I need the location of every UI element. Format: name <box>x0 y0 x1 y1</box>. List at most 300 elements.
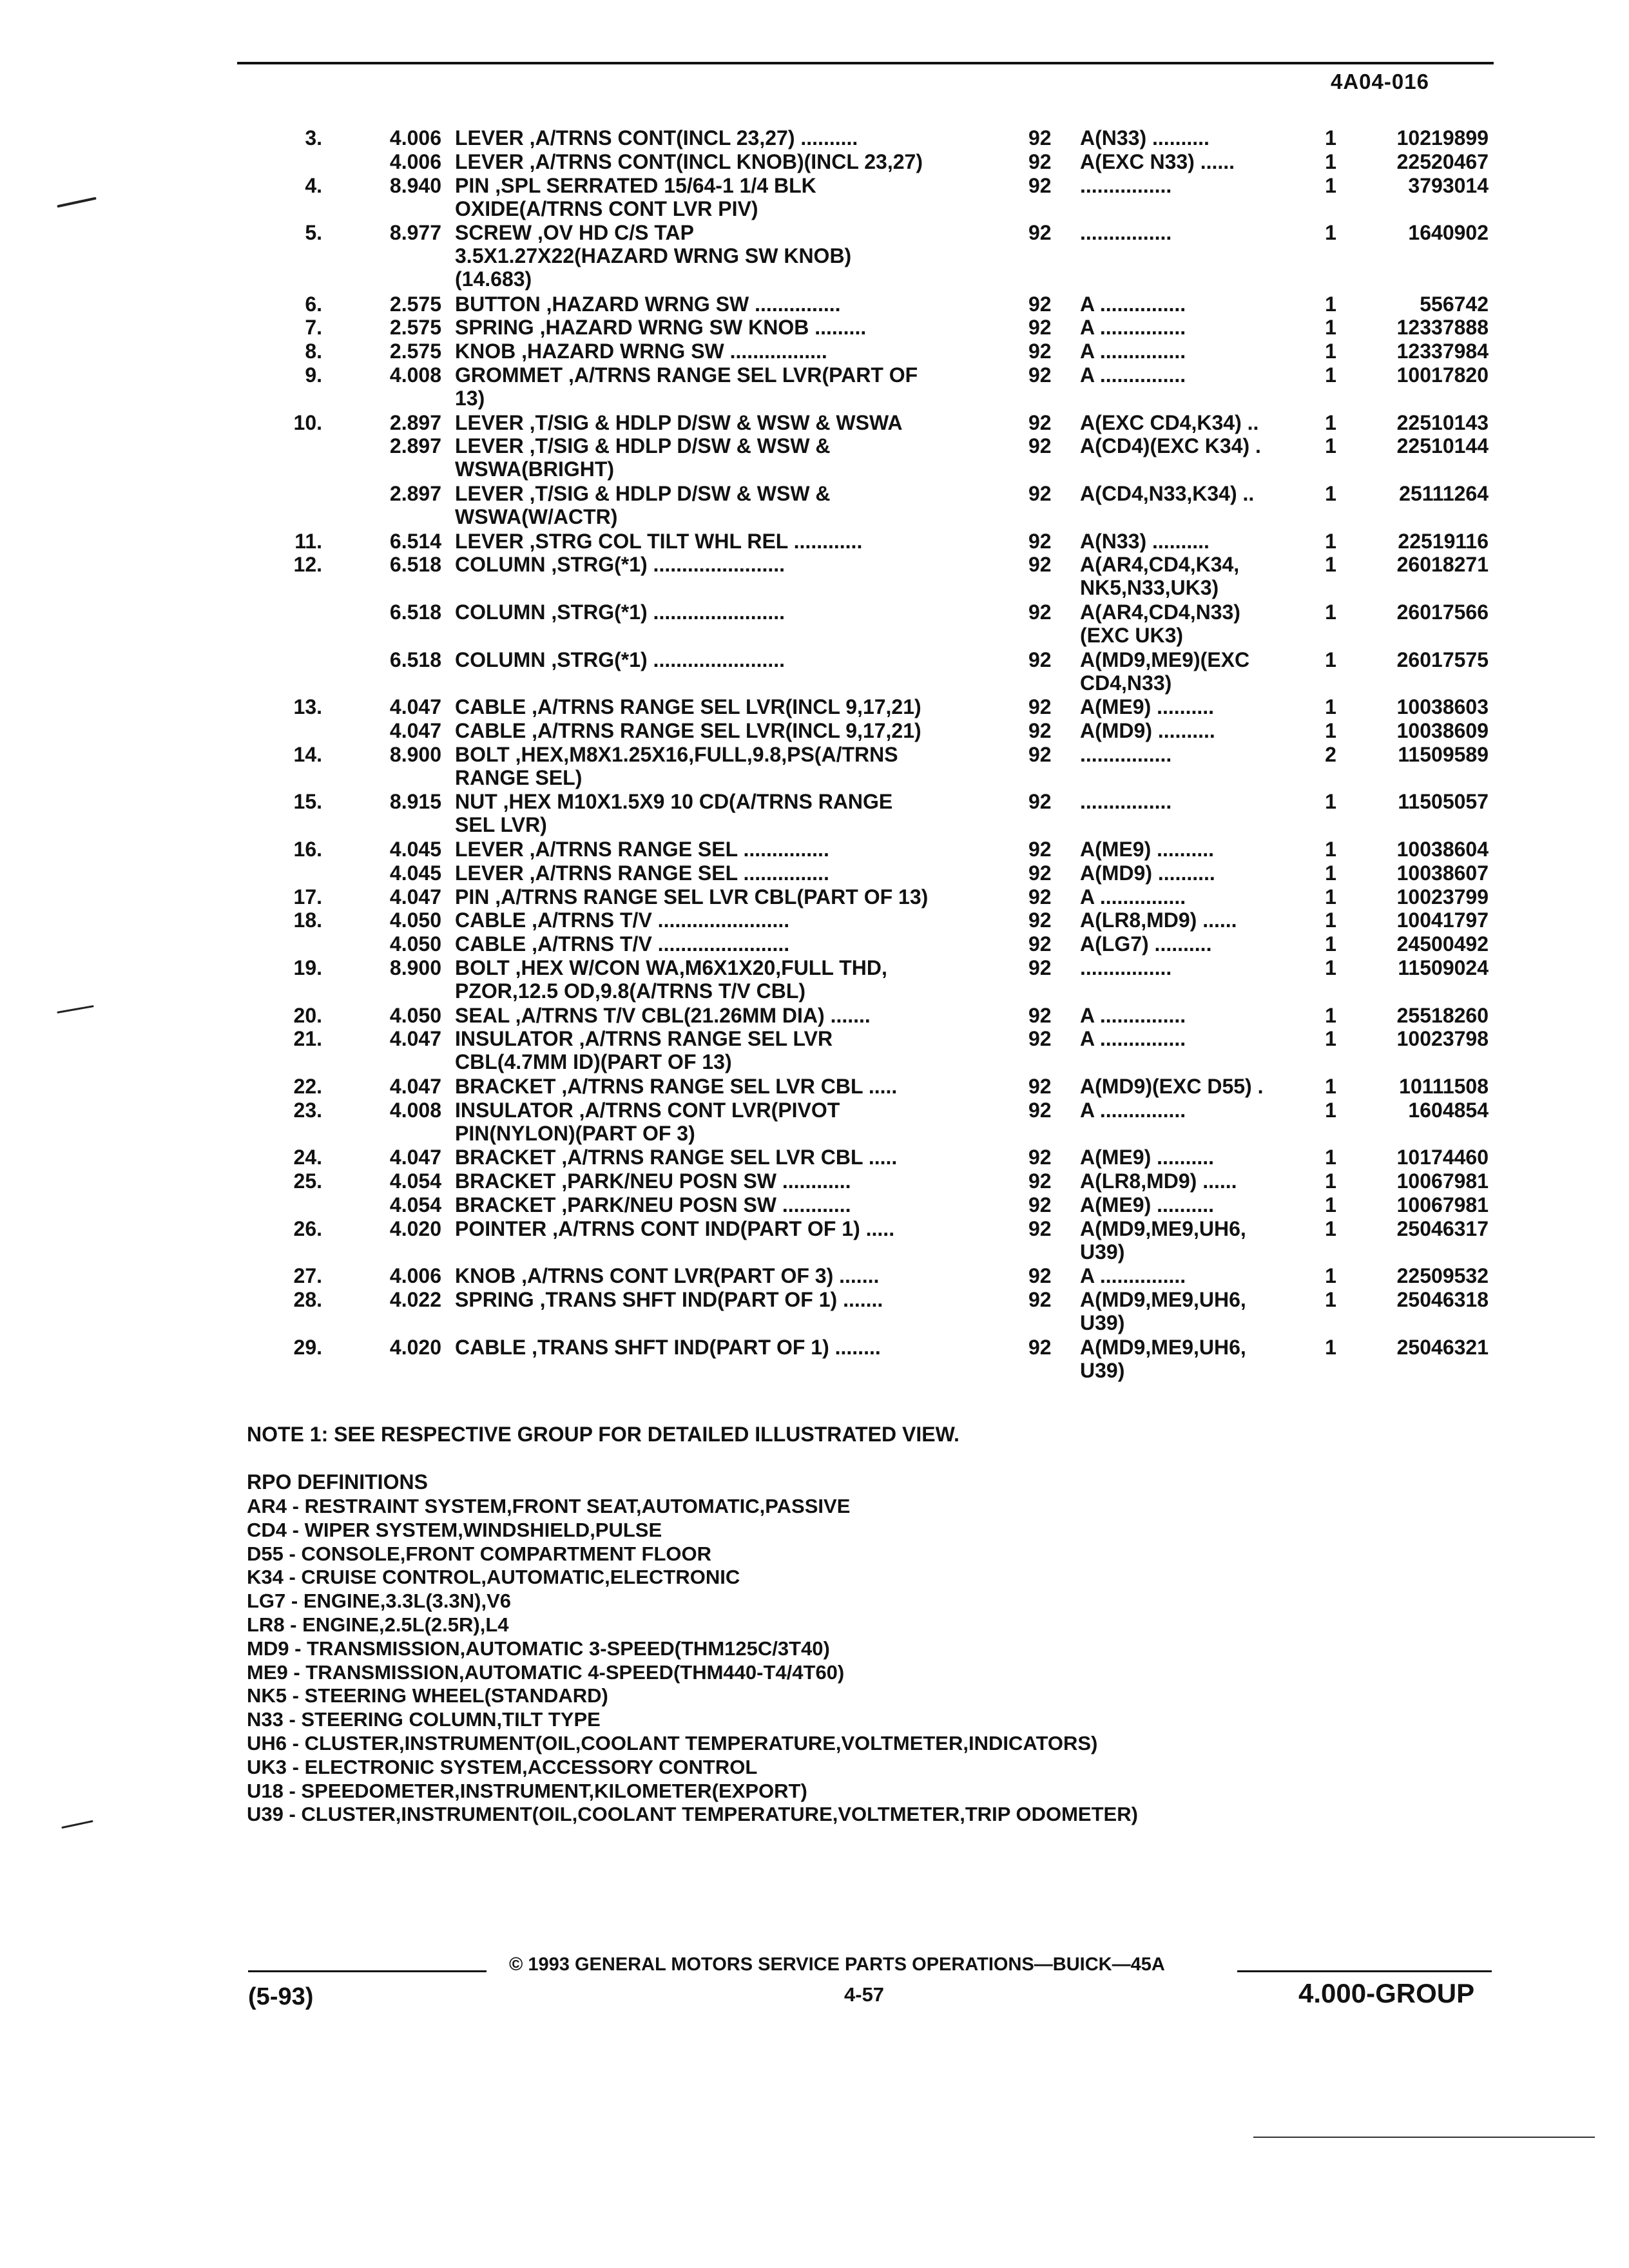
item-number: 7. <box>305 316 322 340</box>
part-number: 10038609 <box>1396 719 1489 742</box>
rpo-definition: LR8 - ENGINE,2.5L(2.5R),L4 <box>247 1613 509 1636</box>
description-line: COLUMN ,STRG(*1) ....................... <box>455 648 786 671</box>
model-year: 92 <box>1028 742 1052 766</box>
part-description <box>455 743 970 789</box>
description-line: BRACKET ,A/TRNS RANGE SEL LVR CBL ..... <box>455 1075 898 1098</box>
rpo-definition: N33 - STEERING COLUMN,TILT TYPE <box>247 1708 601 1731</box>
application-line: A ............... <box>1080 1264 1186 1288</box>
item-number: 6. <box>305 292 322 316</box>
margin-mark <box>57 1005 94 1014</box>
application-line: A ............... <box>1080 885 1186 908</box>
part-number: 10067981 <box>1396 1193 1489 1216</box>
group-number: 2.897 <box>389 434 441 458</box>
application-line: A(MD9) .......... <box>1080 719 1215 742</box>
quantity: 1 <box>1325 529 1336 553</box>
description-line: 3.5X1.27X22(HAZARD WRNG SW KNOB) <box>455 244 852 268</box>
application <box>1080 648 1306 695</box>
item-number: 19. <box>293 956 322 979</box>
model-year: 92 <box>1028 861 1052 885</box>
part-number: 22510144 <box>1396 434 1489 458</box>
part-number: 3793014 <box>1408 173 1489 197</box>
application-line: A(ME9) .......... <box>1080 1146 1215 1169</box>
model-year: 92 <box>1028 1098 1052 1122</box>
application-line: A(MD9) .......... <box>1080 861 1215 885</box>
group-number: 4.047 <box>389 1027 441 1051</box>
application <box>1080 530 1306 553</box>
part-description <box>455 434 970 481</box>
application-line: U39) <box>1080 1240 1125 1264</box>
application <box>1080 150 1306 173</box>
description-line: CABLE ,A/TRNS T/V ....................... <box>455 932 790 956</box>
part-number: 22520467 <box>1396 149 1489 173</box>
description-line: CABLE ,TRANS SHFT IND(PART OF 1) ........ <box>455 1335 881 1359</box>
group-number: 4.050 <box>389 908 441 932</box>
quantity: 1 <box>1325 790 1336 814</box>
part-number: 10067981 <box>1396 1169 1489 1193</box>
application-line: A(LG7) .......... <box>1080 932 1212 956</box>
part-description <box>455 648 970 671</box>
footer-copyright: © 1993 GENERAL MOTORS SERVICE PARTS OPERATIONS—BUICK—45A <box>509 1954 1165 1975</box>
group-number: 4.006 <box>389 149 441 173</box>
group-number: 8.915 <box>389 790 441 814</box>
item-number: 12. <box>293 553 322 577</box>
quantity: 1 <box>1325 482 1336 505</box>
part-description <box>455 1217 970 1240</box>
description-line: PIN ,SPL SERRATED 15/64-1 1/4 BLK <box>455 173 816 197</box>
part-number: 10023798 <box>1396 1027 1489 1051</box>
part-description <box>455 719 970 742</box>
part-description <box>455 790 970 836</box>
footer-group: 4.000-GROUP <box>1298 1978 1475 2008</box>
application <box>1080 1027 1306 1050</box>
part-number: 25046317 <box>1396 1216 1489 1240</box>
part-number: 22509532 <box>1396 1264 1489 1288</box>
group-number: 2.575 <box>389 316 441 340</box>
description-line: PIN ,A/TRNS RANGE SEL LVR CBL(PART OF 13) <box>455 885 929 908</box>
quantity: 1 <box>1325 316 1336 340</box>
model-year: 92 <box>1028 1193 1052 1216</box>
part-description <box>455 1099 970 1145</box>
description-line: SPRING ,HAZARD WRNG SW KNOB ......... <box>455 316 867 340</box>
part-description <box>455 1004 970 1027</box>
application-line: (EXC UK3) <box>1080 624 1184 647</box>
application <box>1080 221 1306 244</box>
group-number: 4.047 <box>389 885 441 908</box>
model-year: 92 <box>1028 173 1052 197</box>
model-year: 92 <box>1028 908 1052 932</box>
group-number: 8.900 <box>389 956 441 979</box>
group-number: 8.940 <box>389 173 441 197</box>
description-line: CABLE ,A/TRNS T/V ....................... <box>455 908 790 932</box>
rpo-definition: K34 - CRUISE CONTROL,AUTOMATIC,ELECTRONIC <box>247 1566 740 1589</box>
quantity: 1 <box>1325 410 1336 434</box>
part-description <box>455 1288 970 1311</box>
application <box>1080 743 1306 766</box>
group-number: 4.054 <box>389 1169 441 1193</box>
item-number: 24. <box>293 1146 322 1169</box>
part-number: 10017820 <box>1396 363 1489 387</box>
part-description <box>455 363 970 410</box>
model-year: 92 <box>1028 1146 1052 1169</box>
model-year: 92 <box>1028 719 1052 742</box>
part-description <box>455 885 970 908</box>
part-description <box>455 601 970 624</box>
part-description <box>455 530 970 553</box>
model-year: 92 <box>1028 363 1052 387</box>
group-number: 4.054 <box>389 1193 441 1216</box>
group-number: 6.518 <box>389 648 441 671</box>
part-description <box>455 932 970 956</box>
bottom-right-rule <box>1253 2137 1595 2138</box>
item-number: 5. <box>305 221 322 245</box>
application <box>1080 1217 1306 1264</box>
group-number: 4.006 <box>389 126 441 149</box>
part-number: 11509024 <box>1398 956 1489 979</box>
part-description <box>455 174 970 220</box>
application-line: A(ME9) .......... <box>1080 838 1215 861</box>
description-line: BRACKET ,PARK/NEU POSN SW ............ <box>455 1193 851 1216</box>
description-line: SEAL ,A/TRNS T/V CBL(21.26MM DIA) ....... <box>455 1003 871 1027</box>
group-number: 4.008 <box>389 1098 441 1122</box>
application-line: A(EXC CD4,K34) .. <box>1080 410 1259 434</box>
model-year: 92 <box>1028 695 1052 719</box>
part-number: 1604854 <box>1408 1098 1489 1122</box>
application <box>1080 482 1306 505</box>
description-line: NUT ,HEX M10X1.5X9 10 CD(A/TRNS RANGE <box>455 790 893 814</box>
group-number: 4.020 <box>389 1216 441 1240</box>
model-year: 92 <box>1028 1027 1052 1051</box>
rpo-definition: D55 - CONSOLE,FRONT COMPARTMENT FLOOR <box>247 1542 712 1565</box>
application <box>1080 126 1306 149</box>
quantity: 1 <box>1325 1216 1336 1240</box>
part-description <box>455 695 970 718</box>
description-line: BUTTON ,HAZARD WRNG SW ............... <box>455 292 841 316</box>
part-description <box>455 316 970 339</box>
application <box>1080 363 1306 387</box>
quantity: 1 <box>1325 553 1336 577</box>
item-number: 14. <box>293 742 322 766</box>
part-number: 10038607 <box>1396 861 1489 885</box>
quantity: 1 <box>1325 1003 1336 1027</box>
description-line: BOLT ,HEX,M8X1.25X16,FULL,9.8,PS(A/TRNS <box>455 742 898 766</box>
model-year: 92 <box>1028 1075 1052 1098</box>
application-line: ................ <box>1080 173 1172 197</box>
item-number: 27. <box>293 1264 322 1288</box>
group-number: 6.514 <box>389 529 441 553</box>
application-line: A ............... <box>1080 1098 1186 1122</box>
footer-rule-right <box>1237 1970 1492 1972</box>
model-year: 92 <box>1028 553 1052 577</box>
part-number: 24500492 <box>1396 932 1489 956</box>
quantity: 1 <box>1325 1169 1336 1193</box>
application-line: A(CD4)(EXC K34) . <box>1080 434 1261 458</box>
part-description <box>455 861 970 885</box>
application <box>1080 719 1306 742</box>
application-line: A(MD9)(EXC D55) . <box>1080 1075 1264 1098</box>
rpo-definition: NK5 - STEERING WHEEL(STANDARD) <box>247 1684 608 1707</box>
quantity: 1 <box>1325 126 1336 149</box>
quantity: 1 <box>1325 292 1336 316</box>
group-number: 4.045 <box>389 838 441 861</box>
quantity: 1 <box>1325 363 1336 387</box>
item-number: 16. <box>293 838 322 861</box>
application-line: ................ <box>1080 221 1172 245</box>
application <box>1080 695 1306 718</box>
application <box>1080 1146 1306 1169</box>
model-year: 92 <box>1028 790 1052 814</box>
application-line: U39) <box>1080 1311 1125 1335</box>
description-line: COLUMN ,STRG(*1) ....................... <box>455 553 786 577</box>
quantity: 1 <box>1325 221 1336 245</box>
quantity: 2 <box>1325 742 1336 766</box>
model-year: 92 <box>1028 434 1052 458</box>
description-line: 13) <box>455 387 485 410</box>
description-line: SPRING ,TRANS SHFT IND(PART OF 1) ....... <box>455 1288 883 1312</box>
model-year: 92 <box>1028 316 1052 340</box>
part-number: 12337888 <box>1396 316 1489 340</box>
description-line: RANGE SEL) <box>455 765 583 789</box>
model-year: 92 <box>1028 1288 1052 1312</box>
part-number: 26017566 <box>1396 601 1489 624</box>
part-number: 25046321 <box>1396 1335 1489 1359</box>
group-number: 2.897 <box>389 482 441 505</box>
model-year: 92 <box>1028 1216 1052 1240</box>
quantity: 1 <box>1325 932 1336 956</box>
model-year: 92 <box>1028 482 1052 505</box>
application <box>1080 956 1306 979</box>
part-number: 10038603 <box>1396 695 1489 719</box>
item-number: 17. <box>293 885 322 908</box>
item-number: 9. <box>305 363 322 387</box>
part-number: 556742 <box>1420 292 1489 316</box>
quantity: 1 <box>1325 1193 1336 1216</box>
description-line: LEVER ,STRG COL TILT WHL REL ............ <box>455 529 863 553</box>
application-line: A(LR8,MD9) ...... <box>1080 908 1237 932</box>
rpo-definition: AR4 - RESTRAINT SYSTEM,FRONT SEAT,AUTOMATIC,PASSIVE <box>247 1495 851 1517</box>
item-number: 10. <box>293 410 322 434</box>
application-line: A ............... <box>1080 340 1186 363</box>
group-number: 4.008 <box>389 363 441 387</box>
quantity: 1 <box>1325 434 1336 458</box>
item-number: 21. <box>293 1027 322 1051</box>
application-line: ................ <box>1080 956 1172 979</box>
footer-date: (5-93) <box>248 1983 314 2010</box>
model-year: 92 <box>1028 340 1052 363</box>
description-line: LEVER ,T/SIG & HDLP D/SW & WSW & <box>455 434 831 458</box>
description-line: CABLE ,A/TRNS RANGE SEL LVR(INCL 9,17,21) <box>455 695 921 719</box>
part-description <box>455 293 970 316</box>
application-line: A(N33) .......... <box>1080 529 1210 553</box>
application <box>1080 1288 1306 1334</box>
part-number: 10041797 <box>1396 908 1489 932</box>
page-id: 4A04-016 <box>1331 70 1429 93</box>
application <box>1080 1075 1306 1098</box>
item-number: 18. <box>293 908 322 932</box>
group-number: 6.518 <box>389 601 441 624</box>
application <box>1080 340 1306 363</box>
application-line: ................ <box>1080 790 1172 814</box>
application-line: CD4,N33) <box>1080 671 1172 695</box>
group-number: 4.047 <box>389 1075 441 1098</box>
part-description <box>455 553 970 576</box>
quantity: 1 <box>1325 1027 1336 1051</box>
rpo-definition: CD4 - WIPER SYSTEM,WINDSHIELD,PULSE <box>247 1518 662 1541</box>
part-number: 10111508 <box>1399 1075 1489 1098</box>
model-year: 92 <box>1028 648 1052 671</box>
description-line: INSULATOR ,A/TRNS RANGE SEL LVR <box>455 1027 833 1051</box>
description-line: BRACKET ,A/TRNS RANGE SEL LVR CBL ..... <box>455 1146 898 1169</box>
part-number: 25111264 <box>1399 482 1489 505</box>
group-number: 2.897 <box>389 410 441 434</box>
description-line: GROMMET ,A/TRNS RANGE SEL LVR(PART OF <box>455 363 918 387</box>
application-line: A(LR8,MD9) ...... <box>1080 1169 1237 1193</box>
application <box>1080 908 1306 932</box>
description-line: BRACKET ,PARK/NEU POSN SW ............ <box>455 1169 851 1193</box>
description-line: WSWA(W/ACTR) <box>455 505 618 528</box>
header-rule <box>237 62 1494 64</box>
rpo-definition: MD9 - TRANSMISSION,AUTOMATIC 3-SPEED(THM125C/3T40) <box>247 1637 830 1660</box>
item-number: 20. <box>293 1003 322 1027</box>
rpo-title: RPO DEFINITIONS <box>247 1470 428 1494</box>
item-number: 4. <box>305 173 322 197</box>
quantity: 1 <box>1325 695 1336 719</box>
description-line: LEVER ,A/TRNS CONT(INCL 23,27) .......... <box>455 126 858 149</box>
application-line: A(MD9,ME9)(EXC <box>1080 648 1250 671</box>
group-number: 8.900 <box>389 742 441 766</box>
application <box>1080 885 1306 908</box>
rpo-definition: U39 - CLUSTER,INSTRUMENT(OIL,COOLANT TEMPERATURE,VOLTMETER,TRIP ODOMETER) <box>247 1803 1138 1826</box>
part-number: 25518260 <box>1396 1003 1489 1027</box>
application-line: A ............... <box>1080 1027 1186 1051</box>
quantity: 1 <box>1325 1098 1336 1122</box>
quantity: 1 <box>1325 1264 1336 1288</box>
application-line: A ............... <box>1080 1003 1186 1027</box>
group-number: 4.045 <box>389 861 441 885</box>
model-year: 92 <box>1028 885 1052 908</box>
application <box>1080 316 1306 339</box>
part-number: 10038604 <box>1396 838 1489 861</box>
rpo-definition: UH6 - CLUSTER,INSTRUMENT(OIL,COOLANT TEMPERATURE,VOLTMETER,INDICATORS) <box>247 1731 1098 1754</box>
group-number: 6.518 <box>389 553 441 577</box>
application-line: A ............... <box>1080 292 1186 316</box>
description-line: OXIDE(A/TRNS CONT LVR PIV) <box>455 197 758 220</box>
part-description <box>455 908 970 932</box>
part-description <box>455 150 970 173</box>
model-year: 92 <box>1028 601 1052 624</box>
rpo-definition: U18 - SPEEDOMETER,INSTRUMENT,KILOMETER(EXPORT) <box>247 1779 807 1802</box>
part-number: 10219899 <box>1396 126 1489 149</box>
model-year: 92 <box>1028 410 1052 434</box>
group-number: 4.047 <box>389 719 441 742</box>
application <box>1080 1336 1306 1382</box>
part-number: 26018271 <box>1396 553 1489 577</box>
quantity: 1 <box>1325 908 1336 932</box>
application <box>1080 861 1306 885</box>
part-description <box>455 482 970 528</box>
application <box>1080 1169 1306 1193</box>
part-number: 1640902 <box>1408 221 1489 245</box>
application-line: NK5,N33,UK3) <box>1080 576 1219 600</box>
part-description <box>455 1146 970 1169</box>
part-number: 10174460 <box>1396 1146 1489 1169</box>
description-line: LEVER ,A/TRNS CONT(INCL KNOB)(INCL 23,27) <box>455 149 923 173</box>
model-year: 92 <box>1028 529 1052 553</box>
quantity: 1 <box>1325 1146 1336 1169</box>
quantity: 1 <box>1325 173 1336 197</box>
application <box>1080 838 1306 861</box>
quantity: 1 <box>1325 838 1336 861</box>
application <box>1080 1099 1306 1122</box>
part-number: 11509589 <box>1398 742 1489 766</box>
application-line: ................ <box>1080 742 1172 766</box>
application-line: A(MD9,ME9,UH6, <box>1080 1335 1246 1359</box>
application <box>1080 790 1306 813</box>
model-year: 92 <box>1028 149 1052 173</box>
item-number: 26. <box>293 1216 322 1240</box>
description-line: CBL(4.7MM ID)(PART OF 13) <box>455 1050 732 1074</box>
part-description <box>455 1193 970 1216</box>
model-year: 92 <box>1028 126 1052 149</box>
group-number: 4.047 <box>389 1146 441 1169</box>
rpo-definition: ME9 - TRANSMISSION,AUTOMATIC 4-SPEED(THM440-T4/4T60) <box>247 1660 845 1684</box>
quantity: 1 <box>1325 340 1336 363</box>
part-description <box>455 340 970 363</box>
model-year: 92 <box>1028 956 1052 979</box>
description-line: SCREW ,OV HD C/S TAP <box>455 221 694 245</box>
description-line: PIN(NYLON)(PART OF 3) <box>455 1121 695 1145</box>
item-number: 25. <box>293 1169 322 1193</box>
rpo-definition: LG7 - ENGINE,3.3L(3.3N),V6 <box>247 1590 511 1613</box>
part-description <box>455 126 970 149</box>
model-year: 92 <box>1028 1335 1052 1359</box>
rpo-definitions <box>247 1495 1138 1827</box>
part-description <box>455 838 970 861</box>
item-number: 28. <box>293 1288 322 1312</box>
part-description <box>455 411 970 434</box>
application <box>1080 1004 1306 1027</box>
application-line: A(CD4,N33,K34) .. <box>1080 482 1255 505</box>
part-number: 10023799 <box>1396 885 1489 908</box>
part-number: 22519116 <box>1398 529 1489 553</box>
description-line: SEL LVR) <box>455 813 547 837</box>
quantity: 1 <box>1325 1075 1336 1098</box>
footer-page-number: 4-57 <box>844 1983 885 2006</box>
part-description <box>455 1027 970 1073</box>
application-line: U39) <box>1080 1358 1125 1382</box>
group-number: 4.047 <box>389 695 441 719</box>
description-line: BOLT ,HEX W/CON WA,M6X1X20,FULL THD, <box>455 956 887 979</box>
quantity: 1 <box>1325 601 1336 624</box>
application-line: A(MD9,ME9,UH6, <box>1080 1216 1246 1240</box>
margin-mark <box>61 1820 93 1829</box>
model-year: 92 <box>1028 221 1052 245</box>
model-year: 92 <box>1028 1169 1052 1193</box>
description-line: PZOR,12.5 OD,9.8(A/TRNS T/V CBL) <box>455 979 806 1003</box>
part-number: 25046318 <box>1396 1288 1489 1312</box>
description-line: LEVER ,T/SIG & HDLP D/SW & WSW & WSWA <box>455 410 903 434</box>
application-line: A(ME9) .......... <box>1080 1193 1215 1216</box>
application <box>1080 293 1306 316</box>
description-line: (14.683) <box>455 267 532 291</box>
quantity: 1 <box>1325 149 1336 173</box>
item-number: 23. <box>293 1098 322 1122</box>
application-line: A(EXC N33) ...... <box>1080 149 1235 173</box>
rpo-definition: UK3 - ELECTRONIC SYSTEM,ACCESSORY CONTROL <box>247 1755 758 1778</box>
description-line: COLUMN ,STRG(*1) ....................... <box>455 601 786 624</box>
quantity: 1 <box>1325 885 1336 908</box>
application-line: A ............... <box>1080 363 1186 387</box>
item-number: 29. <box>293 1335 322 1359</box>
